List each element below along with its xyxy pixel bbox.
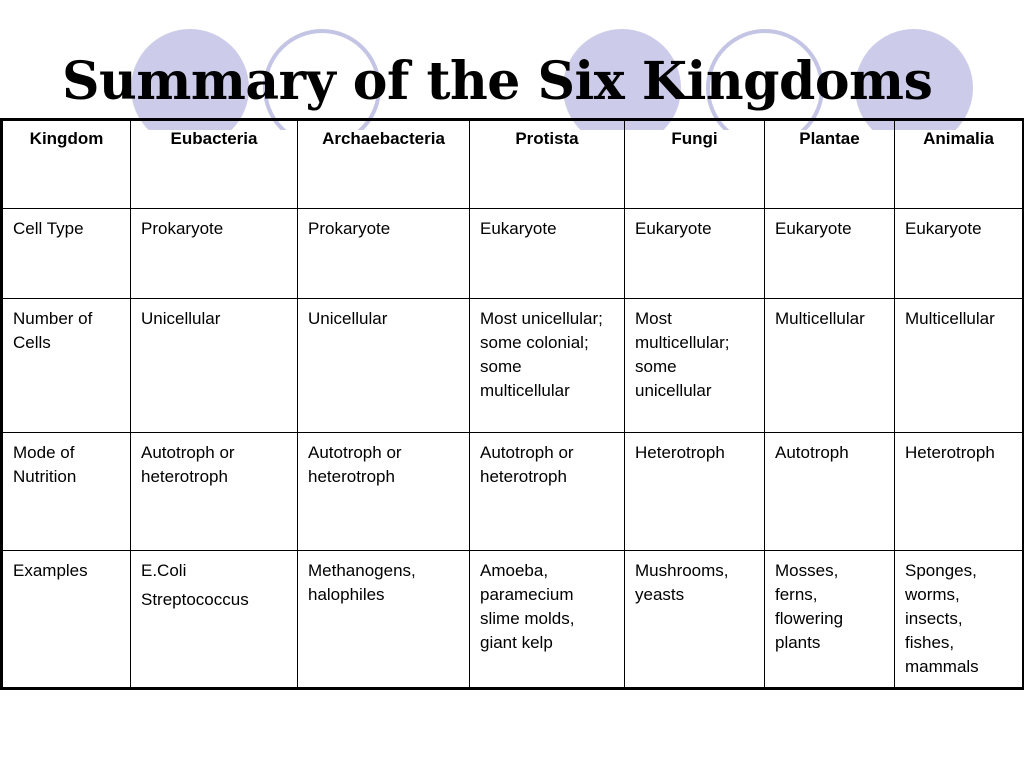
table-cell [470,551,625,689]
cell-text: Heterotroph [635,443,725,462]
table-cell [625,433,765,551]
header-cell-protista: Protista [470,120,625,209]
table-cell [895,299,1024,433]
cell-text: Eukaryote [775,219,852,238]
table-header-row [2,120,1024,209]
cell-text: Autotroph or heterotroph [141,443,235,486]
cell-text: Most multicellular; some unicellular [635,309,730,400]
cell-text: Most unicellular; some colonial; some multicellular [480,309,603,400]
cell-text: Autotroph [775,443,849,462]
cell-text: Mushrooms, yeasts [635,561,729,604]
table-cell [298,299,470,433]
cell-text: Mosses, ferns, flowering plants [775,561,844,652]
cell-text: Eukaryote [480,219,557,238]
row-label-number-of-cells: Number of Cells [2,299,131,433]
cell-text: Streptococcus [141,590,249,609]
table-cell [765,299,895,433]
table-cell [298,551,470,689]
header-cell-plantae: Plantae [765,120,895,209]
cell-text: Unicellular [141,309,221,328]
cell-text: Eukaryote [635,219,712,238]
table-cell [765,433,895,551]
cell-text: Methanogens, halophiles [308,561,416,604]
slide-title: Summary of the Six Kingdoms [62,51,933,112]
table-row [2,433,1024,551]
table-cell [765,551,895,689]
table-cell [470,433,625,551]
cell-text: Autotroph or heterotroph [308,443,402,486]
cell-text: Autotroph or heterotroph [480,443,574,486]
table-row [2,299,1024,433]
table-cell [470,299,625,433]
table-cell [131,209,298,299]
header-cell-fungi: Fungi [625,120,765,209]
kingdoms-table [0,118,1024,690]
cell-text: E.Coli [141,561,187,580]
table-cell [625,209,765,299]
cell-text: Amoeba, paramecium slime molds, giant kelp [480,561,575,652]
cell-text: Multicellular [775,309,865,328]
cell-text: Heterotroph [905,443,995,462]
cell-text: Unicellular [308,309,388,328]
table-row [2,209,1024,299]
cell-text: Prokaryote [308,219,391,238]
table-cell [470,209,625,299]
cell-text: Prokaryote [141,219,224,238]
table-cell [131,551,298,689]
table-cell [131,433,298,551]
table-row [2,551,1024,689]
row-label-mode-of-nutrition: Mode of Nutrition [2,433,131,551]
table-cell [625,551,765,689]
table-cell [298,433,470,551]
header-cell-archaebacteria: Archaebacteria [298,120,470,209]
header-cell-eubacteria: Eubacteria [131,120,298,209]
cell-text: Eukaryote [905,219,982,238]
header-cell-animalia: Animalia [895,120,1024,209]
table-cell [895,209,1024,299]
cell-text: Multicellular [905,309,995,328]
table-cell [765,209,895,299]
cell-text: Sponges, worms, insects, fishes, mammals [905,561,979,676]
row-label-cell-type: Cell Type [2,209,131,299]
row-label-examples: Examples [2,551,131,689]
table-cell [131,299,298,433]
table-cell [625,299,765,433]
table-cell [895,551,1024,689]
table-cell [895,433,1024,551]
header-cell-kingdom: Kingdom [2,120,131,209]
table-cell [298,209,470,299]
